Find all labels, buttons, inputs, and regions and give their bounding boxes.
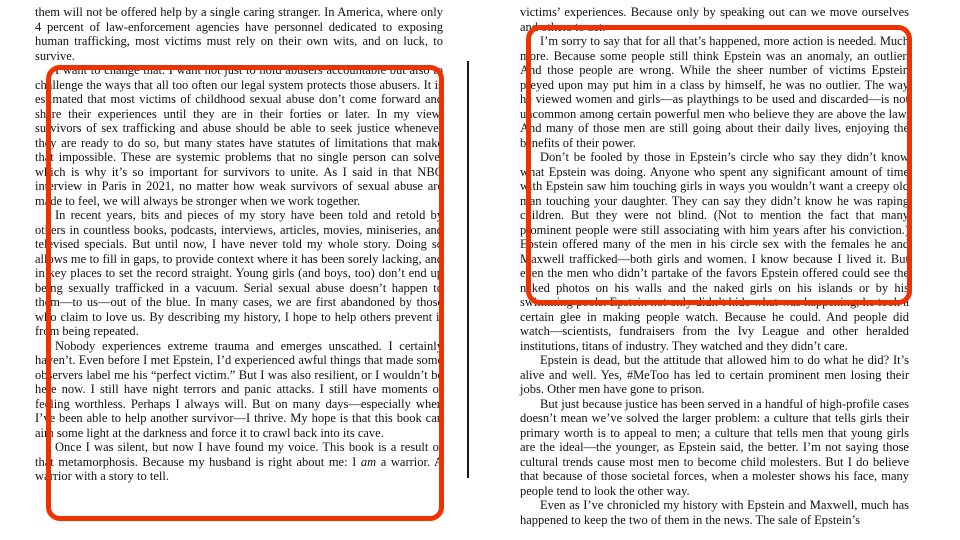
- paragraph: In recent years, bits and pieces of my story have been told and retold by others in countless books, podcasts, interviews, articles, movies, miniseries, and televised specials. But until now, I have never told my whole story. Doing so allows me to fill in gaps, to provide context where it has been sorely lacking, and in key places to set the record straight. Young girls (and boys, too) don’t end up being sexually trafficked in a vacuum. Serial sexual abuse doesn’t happen to them—to us—out of the blue. In many cases, we are first abandoned by those who claim to love us. By describing my history, I hope to help others prevent it from being repeated.: [35, 208, 443, 338]
- paragraph: But just because justice has been served in a handful of high-profile cases doesn’t mean we’ve solved the larger problem: a culture that tells girls their primary worth is to appeal to men; a culture that tells men that young girls are the ideal—the younger, as Epstein said, the better. I’m not saying those cultural trends cause most men to become child molesters. But I do believe that because of those societal forces, when a molester shows his face, many people tend to look the other way.: [520, 396, 909, 498]
- paragraph: victims’ experiences. Because only by speaking out can we move ourselves and others to act.: [520, 5, 909, 34]
- paragraph: I’m sorry to say that for all that’s happened, more action is needed. Much more. Because some people still think Epstein was an anomaly, an outlier. And those people are wrong. While the sheer number of victims Epstein preyed upon may put him in a class by himself, he was no outlier. The way he viewed women and girls—as playthings to be used and discarded—is not uncommon among certain powerful men who believe they are above the law. And many of those men are still going about their daily lives, enjoying the benefits of their power.: [520, 34, 909, 150]
- paragraph: Don’t be fooled by those in Epstein’s circle who say they didn’t know what Epstein was doing. Anyone who spent any significant amount of time with Epstein saw him touching girls in ways you wouldn’t want a creepy old man touching your daughter. They can say they didn’t know he was raping children. But they were not blind. (Not to mention the fact that many prominent people were still associating with him years after his conviction.) Epstein offered many of the men in his circle sex with the females he and Maxwell trafficked—both girls and women. I know because I lived it. But even the men who didn’t partake of the favors Epstein offered could see the naked photos on his walls and the naked girls on his islands or by his swimming pools. Epstein not only didn’t hide what was happening, he took a certain glee in making people watch. Because he could. And people did watch—scientists, fundraisers from the Ivy League and other heralded institutions, titans of industry. They watched and they didn’t care.: [520, 150, 909, 353]
- paragraph: Even as I’ve chronicled my history with Epstein and Maxwell, much has happened to keep the two of them in the news. The sale of Epstein’s: [520, 498, 909, 527]
- paragraph: them will not be offered help by a single caring stranger. In America, where only 4 percent of law-enforcement agencies have personnel dedicated to exposing human trafficking, most victims must rely on their own wits, and on luck, to survive.: [35, 5, 443, 63]
- right-page-text: [520, 5, 909, 527]
- paragraph: Nobody experiences extreme trauma and emerges unscathed. I certainly haven’t. Even before I met Epstein, I’d experienced awful things that made some observers label me his “perfect victim.” But I was also resilient, or I wouldn’t be here now. I still have night terrors and panic attacks. I still have moments of feeling worthless. Perhaps I always will. But on many days—especially when I’ve been able to help another survivor—I thrive. My hope is that this book can aim some light at the darkness and force it to crawl back into its cave.: [35, 338, 443, 440]
- paragraph: Epstein is dead, but the attitude that allowed him to do what he did? It’s alive and well. Yes, #MeToo has led to certain prominent men losing their jobs. Other men have gone to prison.: [520, 353, 909, 396]
- paragraph: Once I was silent, but now I have found my voice. This book is a result of that metamorphosis. Because my husband is right about me: I am a warrior. A warrior with a story to tell.: [35, 440, 443, 483]
- left-page-text: [35, 5, 443, 484]
- page-divider-line: [467, 61, 469, 478]
- paragraph: I want to change that. I want not just to hold abusers accountable but also to challenge the ways that all too often our legal system protects those abusers. It is estimated that most victims of childhood sexual abuse don’t come forward and share their experiences until they are in their forties or later. In my view, survivors of sex trafficking and abuse should be able to seek justice whenever they are ready to do so, but many states have statutes of limitations that make that impossible. These are systemic problems that no single person can solve, which is why it’s so important for survivors to unite. As I said in that NBC interview in Paris in 2021, no matter how weak survivors of sexual abuse are made to feel, we will always be stronger when we work together.: [35, 63, 443, 208]
